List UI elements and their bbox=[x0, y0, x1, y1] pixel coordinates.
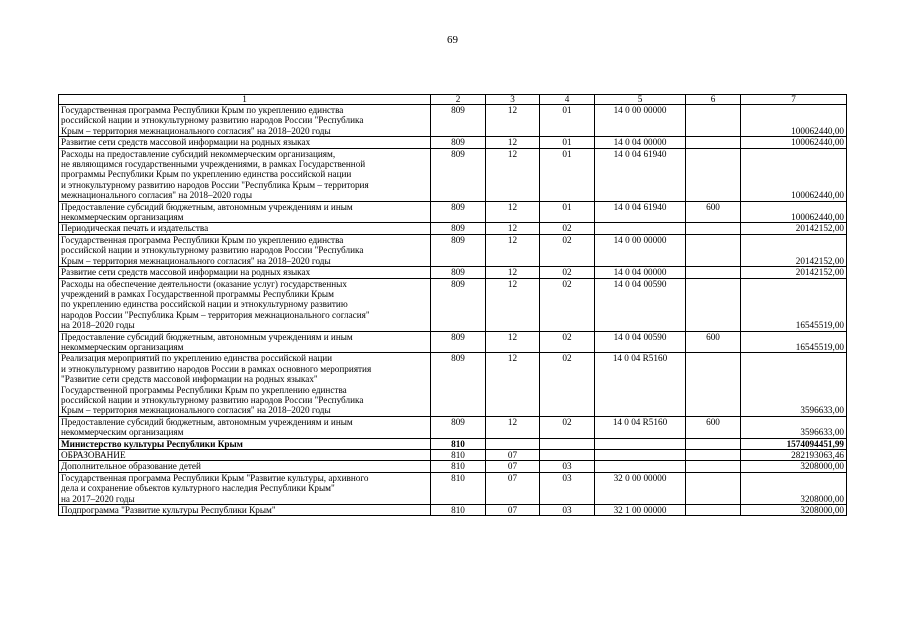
row-code-5: 32 1 00 00000 bbox=[595, 505, 686, 516]
row-code-3: 12 bbox=[486, 278, 540, 331]
row-code-6: 600 bbox=[686, 331, 741, 353]
row-name: Предоставление субсидий бюджетным, автономным учреждениям и иным некоммерческим организациям bbox=[59, 331, 431, 353]
row-code-3: 07 bbox=[486, 472, 540, 504]
row-name: Подпрограмма "Развитие культуры Республики Крым" bbox=[59, 505, 431, 516]
header-cell: 3 bbox=[486, 95, 540, 105]
row-code-3: 12 bbox=[486, 137, 540, 148]
table-row bbox=[59, 201, 847, 223]
row-code-5: 14 0 04 00590 bbox=[595, 278, 686, 331]
table-row bbox=[59, 105, 847, 137]
row-code-2: 809 bbox=[431, 223, 486, 234]
row-code-4: 03 bbox=[540, 472, 595, 504]
row-code-2: 809 bbox=[431, 278, 486, 331]
row-amount: 16545519,00 bbox=[741, 278, 847, 331]
row-code-4: 02 bbox=[540, 416, 595, 438]
row-code-2: 809 bbox=[431, 201, 486, 223]
row-code-5: 14 0 04 R5160 bbox=[595, 353, 686, 416]
row-code-4: 02 bbox=[540, 234, 595, 266]
row-code-3: 12 bbox=[486, 201, 540, 223]
row-code-5: 14 0 04 00590 bbox=[595, 331, 686, 353]
row-code-3: 07 bbox=[486, 461, 540, 472]
row-amount: 3208000,00 bbox=[741, 505, 847, 516]
row-code-3: 12 bbox=[486, 234, 540, 266]
row-code-3: 12 bbox=[486, 105, 540, 137]
row-name: Предоставление субсидий бюджетным, автономным учреждениям и иным некоммерческим организациям bbox=[59, 201, 431, 223]
row-name: Министерство культуры Республики Крым bbox=[59, 438, 431, 449]
row-code-6 bbox=[686, 223, 741, 234]
row-name: Развитие сети средств массовой информации на родных языках bbox=[59, 267, 431, 278]
row-name: Развитие сети средств массовой информации на родных языках bbox=[59, 137, 431, 148]
row-code-4 bbox=[540, 450, 595, 461]
table-row bbox=[59, 223, 847, 234]
table-row bbox=[59, 267, 847, 278]
header-cell: 2 bbox=[431, 95, 486, 105]
row-code-4: 03 bbox=[540, 461, 595, 472]
row-code-4: 01 bbox=[540, 201, 595, 223]
header-cell: 1 bbox=[59, 95, 431, 105]
row-code-5: 14 0 00 00000 bbox=[595, 234, 686, 266]
row-code-5: 14 0 04 61940 bbox=[595, 148, 686, 201]
row-code-2: 809 bbox=[431, 148, 486, 201]
row-code-5: 14 0 04 00000 bbox=[595, 137, 686, 148]
row-code-4: 02 bbox=[540, 267, 595, 278]
row-code-5: 32 0 00 00000 bbox=[595, 472, 686, 504]
row-amount: 16545519,00 bbox=[741, 331, 847, 353]
row-name: Предоставление субсидий бюджетным, автономным учреждениям и иным некоммерческим организациям bbox=[59, 416, 431, 438]
table-row bbox=[59, 234, 847, 266]
row-code-6 bbox=[686, 137, 741, 148]
row-code-2: 810 bbox=[431, 505, 486, 516]
row-amount: 100062440,00 bbox=[741, 137, 847, 148]
row-code-4: 01 bbox=[540, 148, 595, 201]
row-code-5 bbox=[595, 450, 686, 461]
row-code-6 bbox=[686, 438, 741, 449]
row-code-6 bbox=[686, 353, 741, 416]
row-code-6 bbox=[686, 278, 741, 331]
page-number: 69 bbox=[447, 34, 458, 46]
row-code-2: 809 bbox=[431, 234, 486, 266]
row-amount: 20142152,00 bbox=[741, 223, 847, 234]
row-name: Реализация мероприятий по укреплению единства российской нации и этнокультурному развитию народов России в рамках основного мероприятия "Развитие сети средств массовой информации на родных языках" Государственной программы Республики Крым по укреплению единства российской нации и этнокультурному развитию народов России "Республика Крым – территория межнационального согласия" на 2018–2020 годы bbox=[59, 353, 431, 416]
row-name: Государственная программа Республики Крым "Развитие культуры, архивного дела и сохранение объектов культурного наследия Республики Крым" на 2017–2020 годы bbox=[59, 472, 431, 504]
table-row bbox=[59, 353, 847, 416]
row-code-2: 809 bbox=[431, 353, 486, 416]
row-code-6 bbox=[686, 148, 741, 201]
budget-table bbox=[58, 94, 847, 516]
row-amount: 3208000,00 bbox=[741, 461, 847, 472]
row-code-5: 14 0 04 00000 bbox=[595, 267, 686, 278]
row-code-4: 02 bbox=[540, 223, 595, 234]
header-cell: 6 bbox=[686, 95, 741, 105]
row-code-2: 809 bbox=[431, 267, 486, 278]
row-code-4: 01 bbox=[540, 105, 595, 137]
row-amount: 1574094451,99 bbox=[741, 438, 847, 449]
table-row bbox=[59, 461, 847, 472]
header-cell: 7 bbox=[741, 95, 847, 105]
row-code-6 bbox=[686, 472, 741, 504]
table-row bbox=[59, 450, 847, 461]
row-amount: 3208000,00 bbox=[741, 472, 847, 504]
table-row bbox=[59, 472, 847, 504]
row-name: Периодическая печать и издательства bbox=[59, 223, 431, 234]
row-code-6 bbox=[686, 267, 741, 278]
row-code-5 bbox=[595, 461, 686, 472]
row-code-3: 12 bbox=[486, 148, 540, 201]
table-header-row bbox=[59, 95, 847, 105]
row-code-4: 03 bbox=[540, 505, 595, 516]
row-code-2: 810 bbox=[431, 450, 486, 461]
row-code-2: 810 bbox=[431, 438, 486, 449]
row-code-3: 12 bbox=[486, 331, 540, 353]
row-code-3: 12 bbox=[486, 353, 540, 416]
row-code-6 bbox=[686, 505, 741, 516]
row-code-5: 14 0 04 R5160 bbox=[595, 416, 686, 438]
row-code-4: 02 bbox=[540, 353, 595, 416]
row-code-5 bbox=[595, 223, 686, 234]
row-code-2: 809 bbox=[431, 105, 486, 137]
row-amount: 3596633,00 bbox=[741, 416, 847, 438]
row-amount: 100062440,00 bbox=[741, 105, 847, 137]
row-code-2: 809 bbox=[431, 137, 486, 148]
row-code-4: 02 bbox=[540, 278, 595, 331]
row-code-3: 07 bbox=[486, 450, 540, 461]
row-code-3: 12 bbox=[486, 267, 540, 278]
row-code-6 bbox=[686, 105, 741, 137]
row-code-5 bbox=[595, 438, 686, 449]
table-row bbox=[59, 438, 847, 449]
row-code-6: 600 bbox=[686, 416, 741, 438]
row-name: Расходы на предоставление субсидий некоммерческим организациям, не являющимся государственными учреждениями, в рамках Государственной программы Республики Крым по укреплению единства российской нации и этнокультурному развитию народов России "Республика Крым – территория межнационального согласия" на 2018–2020 годы bbox=[59, 148, 431, 201]
row-code-3: 12 bbox=[486, 223, 540, 234]
row-amount: 3596633,00 bbox=[741, 353, 847, 416]
row-code-2: 810 bbox=[431, 472, 486, 504]
row-code-4: 01 bbox=[540, 137, 595, 148]
row-amount: 282193063,46 bbox=[741, 450, 847, 461]
row-code-6 bbox=[686, 461, 741, 472]
table-row bbox=[59, 278, 847, 331]
table-row bbox=[59, 137, 847, 148]
row-name: Расходы на обеспечение деятельности (оказание услуг) государственных учреждений в рамках Государственной программы Республики Крым по укреплению единства российской нации и этнокультурному развитию народов России "Республика Крым – территория межнационального согласия" на 2018–2020 годы bbox=[59, 278, 431, 331]
table-row bbox=[59, 416, 847, 438]
row-name: ОБРАЗОВАНИЕ bbox=[59, 450, 431, 461]
row-code-3: 12 bbox=[486, 416, 540, 438]
row-code-6 bbox=[686, 234, 741, 266]
table-row bbox=[59, 505, 847, 516]
row-code-5: 14 0 00 00000 bbox=[595, 105, 686, 137]
row-code-2: 810 bbox=[431, 461, 486, 472]
row-amount: 100062440,00 bbox=[741, 148, 847, 201]
row-code-4 bbox=[540, 438, 595, 449]
row-amount: 20142152,00 bbox=[741, 234, 847, 266]
row-amount: 100062440,00 bbox=[741, 201, 847, 223]
row-code-4: 02 bbox=[540, 331, 595, 353]
row-name: Государственная программа Республики Крым по укреплению единства российской нации и этнокультурному развитию народов России "Республика Крым – территория межнационального согласия" на 2018–2020 годы bbox=[59, 234, 431, 266]
header-cell: 4 bbox=[540, 95, 595, 105]
table-row bbox=[59, 331, 847, 353]
row-code-3 bbox=[486, 438, 540, 449]
row-amount: 20142152,00 bbox=[741, 267, 847, 278]
row-name: Государственная программа Республики Крым по укреплению единства российской нации и этнокультурному развитию народов России "Республика Крым – территория межнационального согласия" на 2018–2020 годы bbox=[59, 105, 431, 137]
row-code-5: 14 0 04 61940 bbox=[595, 201, 686, 223]
header-cell: 5 bbox=[595, 95, 686, 105]
row-code-3: 07 bbox=[486, 505, 540, 516]
row-code-2: 809 bbox=[431, 416, 486, 438]
row-code-2: 809 bbox=[431, 331, 486, 353]
row-name: Дополнительное образование детей bbox=[59, 461, 431, 472]
table-row bbox=[59, 148, 847, 201]
row-code-6: 600 bbox=[686, 201, 741, 223]
row-code-6 bbox=[686, 450, 741, 461]
